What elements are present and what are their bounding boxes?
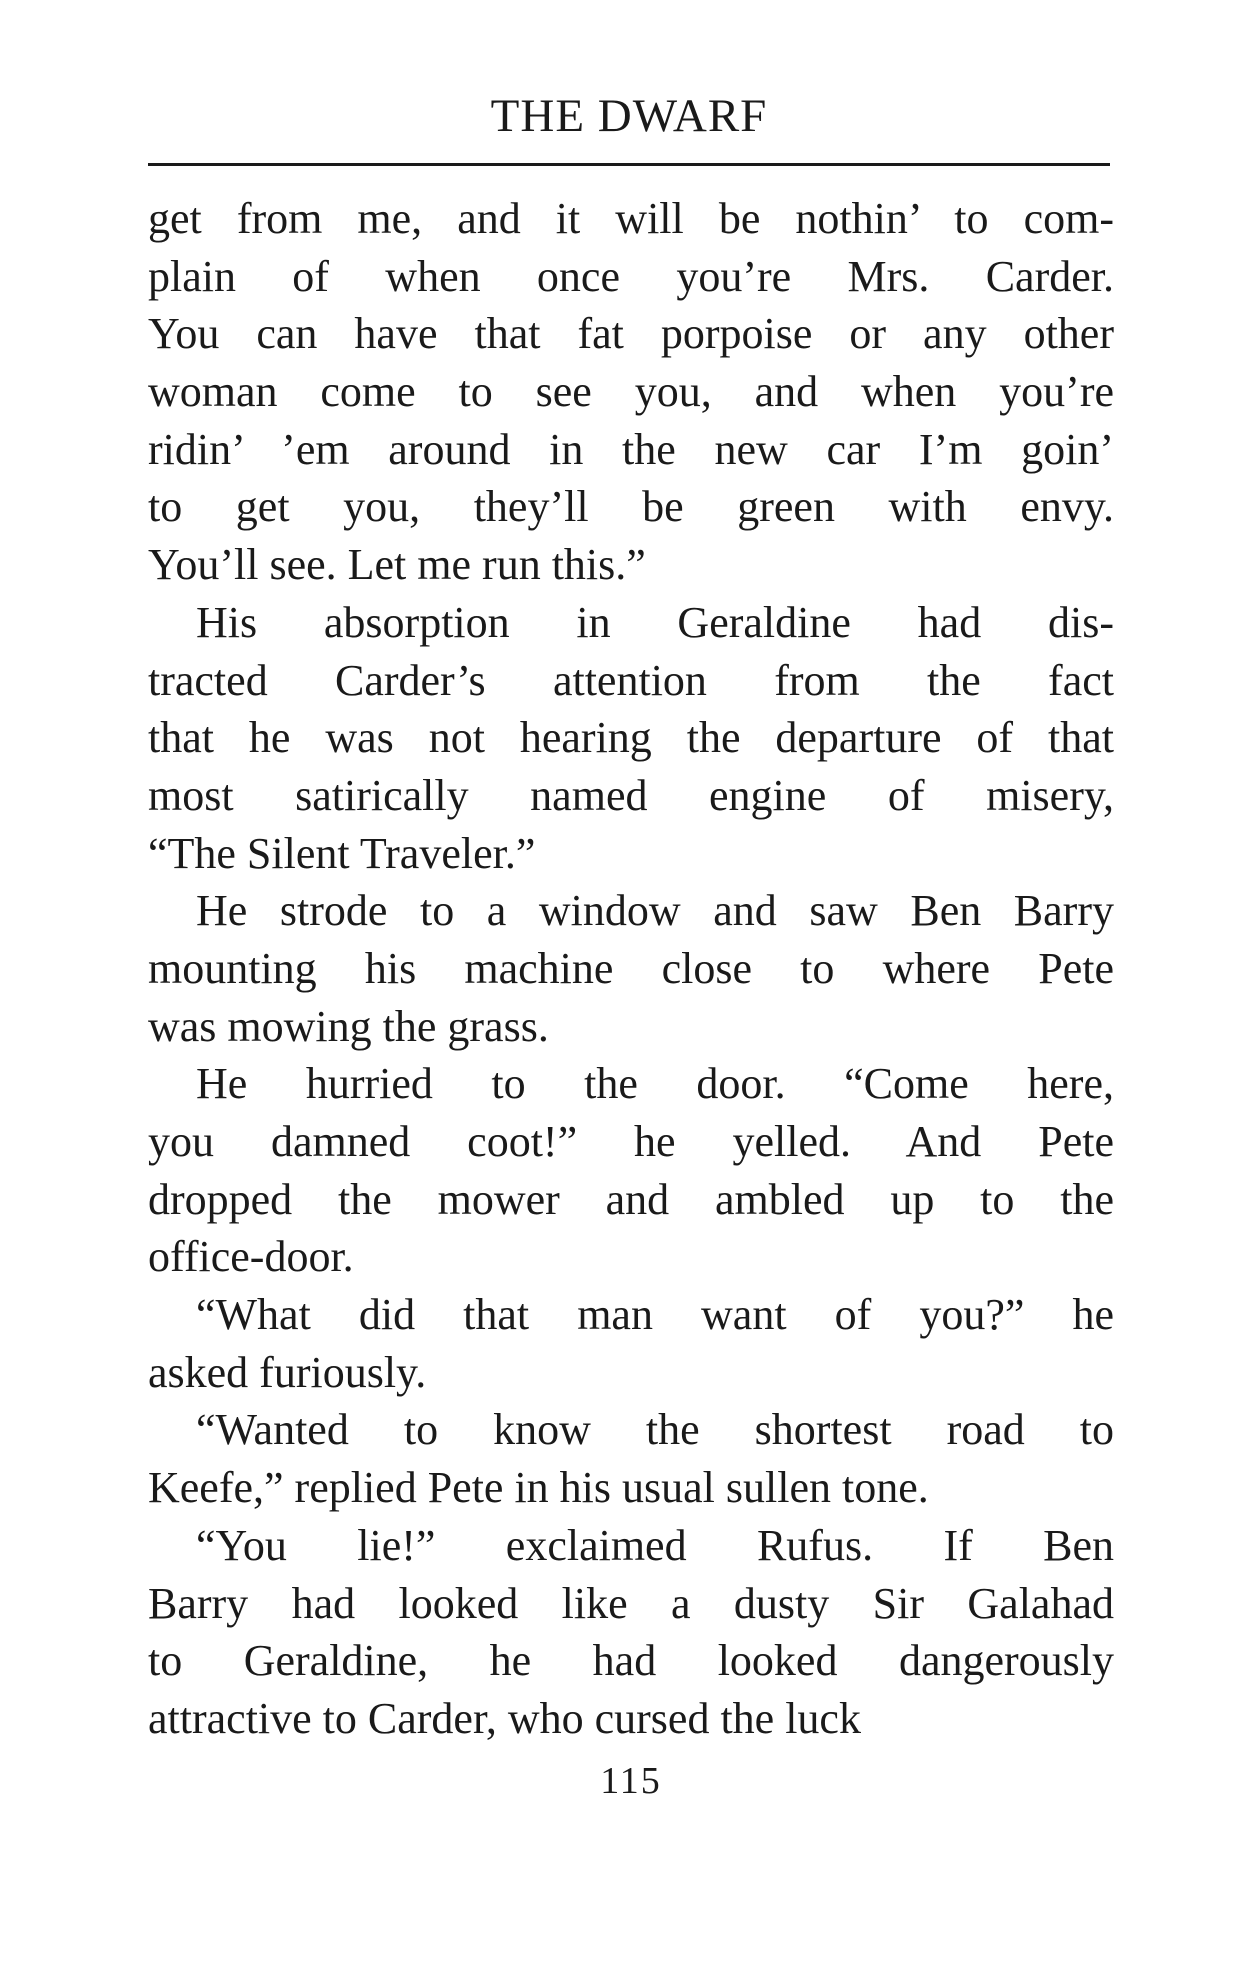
text-line: to get you, they’ll be green with envy. [148,482,1114,532]
text-line: You can have that fat porpoise or any other [148,309,1114,359]
text-line: Keefe,” replied Pete in his usual sullen tone. [148,1463,929,1513]
text-line: that he was not hearing the departure of that [148,713,1114,763]
text-line: “What did that man want of you?” he [196,1290,1114,1340]
text-line: get from me, and it will be nothin’ to com- [148,194,1114,243]
text-line: “Wanted to know the shortest road to [196,1405,1114,1455]
text-line: office-door. [148,1232,354,1282]
paragraph [148,1401,1114,1516]
text-line: His absorption in Geraldine had dis- [196,597,1114,647]
paragraph [148,1517,1114,1748]
text-line: plain of when once you’re Mrs. Carder. [148,251,1114,301]
text-line: most satirically named engine of misery, [148,770,1114,820]
body-text [148,190,1114,1748]
text-line: “You lie!” exclaimed Rufus. If Ben [196,1520,1114,1570]
text-line: asked furiously. [148,1347,427,1397]
text-line: tracted Carder’s attention from the fact [148,655,1114,705]
text-line: to Geraldine, he had looked dangerously [148,1636,1114,1686]
text-line: You’ll see. Let me run this.” [148,540,646,590]
paragraph [148,594,1114,882]
text-line: He strode to a window and saw Ben Barry [196,886,1114,936]
text-line: dropped the mower and ambled up to the [148,1174,1114,1224]
text-line: “The Silent Traveler.” [148,828,536,878]
text-line: ridin’ ’em around in the new car I’m goin’ [148,424,1114,474]
page-number: 115 [600,1760,662,1802]
paragraph [148,1286,1114,1401]
paragraph [148,1055,1114,1286]
text-line: Barry had looked like a dusty Sir Galahad [148,1578,1114,1628]
text-line: mounting his machine close to where Pete [148,943,1114,993]
header-rule [148,163,1110,166]
text-line: woman come to see you, and when you’re [148,367,1114,417]
text-line: attractive to Carder, who cursed the luck [148,1693,861,1743]
text-line: He hurried to the door. “Come here, [196,1059,1114,1109]
text-line: was mowing the grass. [148,1001,549,1051]
text-line: you damned coot!” he yelled. And Pete [148,1117,1114,1166]
running-head: THE DWARF [490,90,768,142]
paragraph [148,190,1114,594]
paragraph [148,882,1114,1055]
